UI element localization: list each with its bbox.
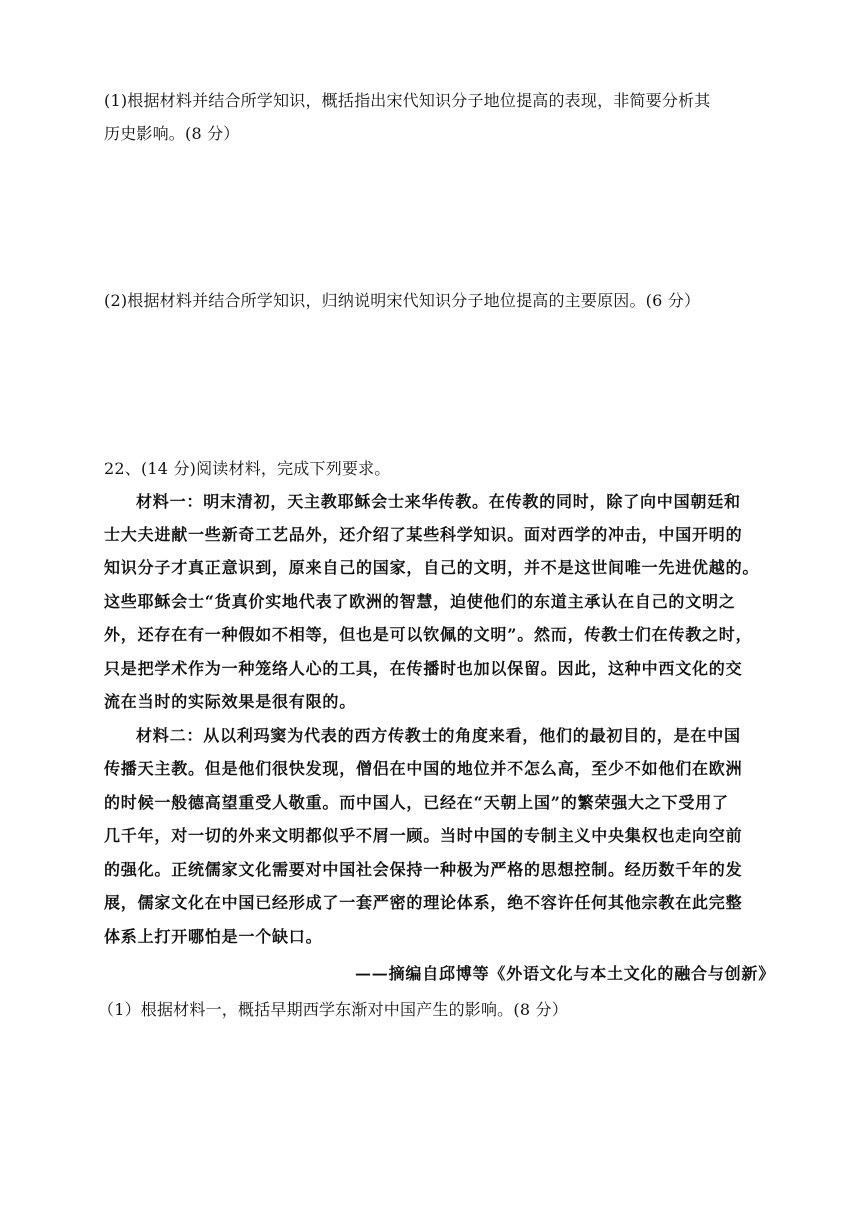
material1-line: 流在当时的实际效果是很有限的。 <box>104 692 357 711</box>
material2-line: 几千年，对一切的外来文明都似乎不屑一顾。当时中国的专制主义中央集权也走向空前 <box>104 826 743 845</box>
material1-line: 外，还存在有一种假如不相等，但也是可以钦佩的文明”。然而，传教士们在传教之时， <box>104 625 753 644</box>
material1-line: 只是把学术作为一种笼络人心的工具，在传播时也加以保留。因此，这种中西文化的交 <box>104 659 743 678</box>
material2-line: 材料二：从以利玛窦为代表的西方传教士的角度来看，他们的最初目的，是在中国 <box>136 726 741 745</box>
material2-line: 的强化。正统儒家文化需要对中国社会保持一种极为严格的思想控制。经历数千年的发 <box>104 860 743 879</box>
material2-line: 体系上打开哪怕是一个缺口。 <box>104 927 323 946</box>
material1-line: 士大夫进献一些新奇工艺品外，还介绍了某些科学知识。面对西学的冲击，中国开明的 <box>104 525 743 544</box>
material2-line: 传播天主教。但是他们很快发现，僧侣在中国的地位并不怎么高，至少不如他们在欧洲 <box>104 759 743 778</box>
q21-part2: (2)根据材料并结合所学知识，归纳说明宋代知识分子地位提高的主要原因。(6 分） <box>104 291 701 310</box>
material1-line: 这些耶稣会士“货真价实地代表了欧洲的智慧，迫使他们的东道主承认在自己的文明之 <box>104 592 736 611</box>
material1-line: 知识分子才真正意识到，原来自己的国家，自己的文明，并不是这世间唯一先进优越的。 <box>104 558 760 577</box>
material2-line: 的时候一般德高望重受人敬重。而中国人，已经在“天朝上国”的繁荣强大之下受用了 <box>104 793 729 812</box>
material2-line: 展，儒家文化在中国已经形成了一套严密的理论体系，绝不容许任何其他宗教在此完整 <box>104 893 743 912</box>
q21-part1-line2: 历史影响。(8 分） <box>104 124 240 143</box>
q21-part1-line1: (1)根据材料并结合所学知识，概括指出宋代知识分子地位提高的表现，非简要分析其 <box>104 91 711 110</box>
material1-line: 材料一：明末清初，天主教耶稣会士来华传教。在传教的同时，除了向中国朝廷和 <box>136 492 741 511</box>
material-source: ——摘编自邱博等《外语文化与本土文化的融合与创新》 <box>355 964 776 983</box>
q22-part1: （1）根据材料一，概括早期西学东渐对中国产生的影响。(8 分） <box>98 1000 568 1019</box>
q22-header: 22、(14 分)阅读材料，完成下列要求。 <box>104 459 391 478</box>
